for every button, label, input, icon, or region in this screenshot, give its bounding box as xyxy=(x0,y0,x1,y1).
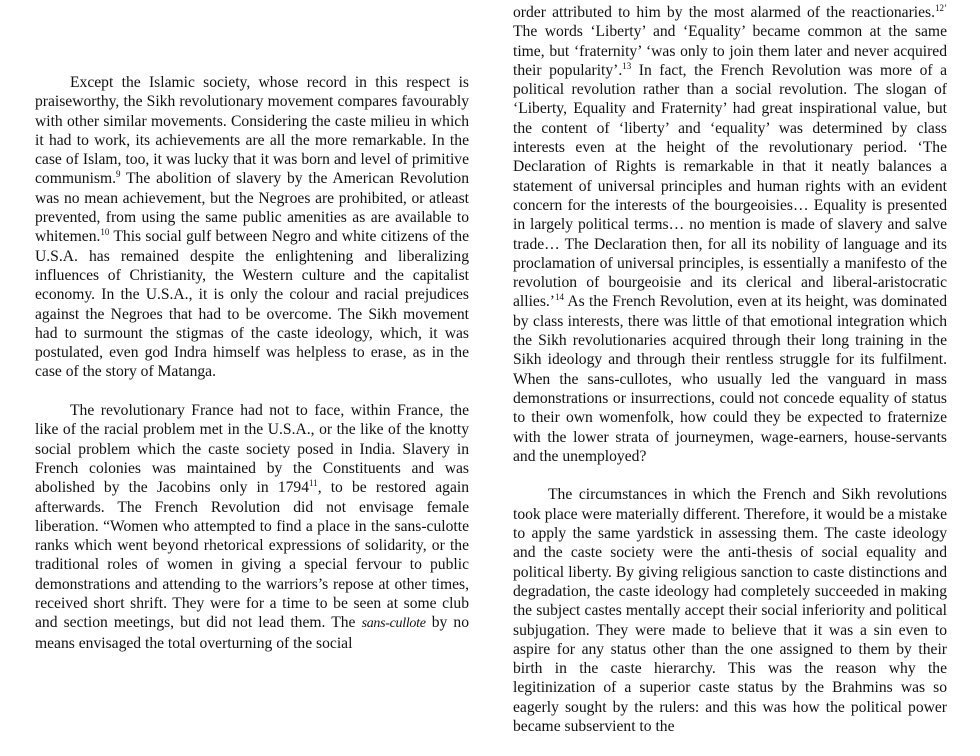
paragraph-text: order attributed to him by the most alarmed of the reactionaries. xyxy=(513,4,935,21)
right-column xyxy=(513,3,947,756)
paragraph-text: As the French Revolution, even at its height, was dominated by class interests, there was little of that emotional integration which the Sikh revolutionaries acquired through their long training in the Sikh ideology and through their rentless struggle for its fulfilment. When the sans-cullotes, who usually led the vanguard in mass demonstrations or insurrections, could not concede equality of status to their own womenfolk, how could they be expected to fraternize with the lower strata of journeymen, wage-earners, house-servants and the unemployed? xyxy=(513,293,947,465)
footnote-ref-11: 11 xyxy=(309,478,318,489)
paragraph-revolutionary-france xyxy=(35,401,469,653)
paragraph-text: In fact, the French Revolution was more of a political revolution rather than a social revolution. The slogan of ‘Liberty, Equality and Fraternity’ had great inspirational value, but the content of ‘liberty’ and ‘equality’ was determined by class interests even at the height of the revolutionary period. ‘The Declaration of Rights is remarkable in that it neatly balances a statement of universal principles and human rights with an evident concern for the interests of the bourgeoisies… Equality is presented in largely political terms… no mention is made of slavery and salve trade… The Declaration then, for all its nobility of language and its proclamation of universal principles, is essentially a manifesto of the revolution of bourgeoisie and its clerical and liberal-aristocratic allies.’ xyxy=(513,61,947,311)
paragraph-text: , to be restored again afterwards. The French Revolution did not envisage female liberation. “Women who attempted to find a place in the sans-culotte ranks which went beyond rhetorical expressions of solidarity, or the traditional roles of women in giving a special fervour to public demonstrations and attending to the warriors’s repose at other times, received short shrift. They were for a time to be seen at some club and section meetings, but did not lead them. The xyxy=(35,479,469,632)
paragraph-text: The revolutionary France had not to face, within France, the like of the racial problem met in the U.S.A., or the like of the knotty social problem which the caste society posed in India. Slavery in French colonies was maintained by the Constituents and was abolished by the Jacobins only in 1794 xyxy=(35,402,469,497)
paragraph-text: The circumstances in which the French and Sikh revolutions took place were materially different. Therefore, it would be a mistake to apply the same yardstick in assessing them. The caste ideology and the caste society were the anti-thesis of social equality and political liberty. By giving religious sanction to caste distinctions and degradation, the caste ideology had completely succeeded in making the subject castes mentally accept their social inferiority and political subjugation. They were made to believe that it was a sin even to aspire for any status other than the one assigned to them by their birth in the caste hierarchy. This was the reason why the legitinization of a superior caste status by the Brahmins was so eagerly sought by the rulers: and this was how the political power became subservient to the xyxy=(513,486,947,735)
footnote-ref-13: 13 xyxy=(622,60,632,71)
paragraph-text: This social gulf between Negro and white citizens of the U.S.A. has remained despite the enlightening and liberalizing influences of Christianity, the Western culture and the capitalist economy. In the U.S.A., it is only the colour and racial prejudices against the Negroes that had to be overcome. The Sikh movement had to surmount the stigmas of the caste ideology, which, it was postulated, even god Indra himself was helpless to erase, as in the case of the story of Matanga. xyxy=(35,228,469,381)
paragraph-text: by no means envisaged the total overturning of the social xyxy=(35,614,470,652)
footnote-ref-10: 10 xyxy=(100,227,110,238)
paragraph-text: Except the Islamic society, whose record in this respect is praiseworthy, the Sikh revolutionary movement compares favourably with other similar movements. Considering the caste milieu in which it had to work, its achievements are all the more remarkable. In the case of Islam, too, it was lucky that it was born and level of primitive communism. xyxy=(35,74,469,188)
paragraph-sikh-movement-comparison xyxy=(35,73,469,382)
left-column xyxy=(35,73,469,672)
footnote-ref-9: 9 xyxy=(116,169,121,180)
paragraph-liberty-equality xyxy=(513,3,947,466)
paragraph-text: The words ‘Liberty’ and ‘Equality’ became common at the same time, but ‘fraternity’ ‘was only to join them later and never acquired their popularity’. xyxy=(513,23,947,79)
footnote-ref-14: 14 xyxy=(555,292,564,303)
footnote-ref-12: 12’ xyxy=(935,3,947,13)
paragraph-circumstances xyxy=(513,485,947,736)
paragraph-text: The abolition of slavery by the American Revolution was no mean achievement, but the Negroes are prohibited, or atleast prevented, from using the same public amenities as are available to whitemen. xyxy=(35,170,469,246)
italic-term: sans-cullote xyxy=(361,616,426,632)
